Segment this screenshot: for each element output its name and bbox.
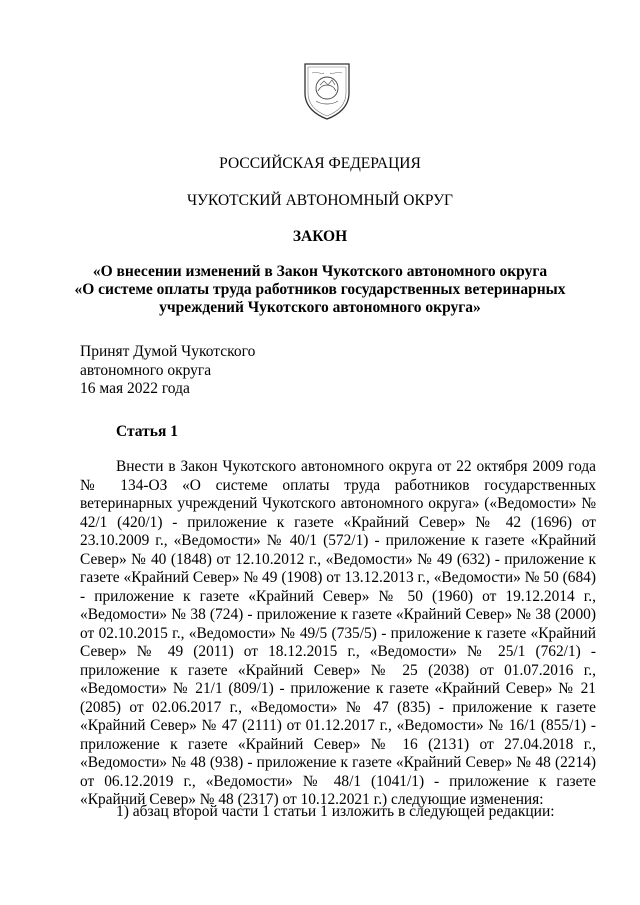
- adoption-block: [80, 343, 255, 399]
- law-title-line-1: «О внесении изменений в Закон Чукотского автономного округа: [92, 263, 548, 280]
- law-title-line-3: учреждений Чукотского автономного округа»: [159, 299, 481, 316]
- adoption-date: 16 мая 2022 года: [80, 380, 190, 397]
- law-title-line-2: «О системе оплаты труда работников государственных ветеринарных: [74, 281, 566, 298]
- article-heading: Статья 1: [116, 423, 178, 440]
- list-item: 1) абзац второй части 1 статьи 1 изложить в следующей редакции:: [116, 803, 555, 820]
- doc-type-heading: ЗАКОН: [292, 228, 348, 245]
- coat-of-arms-icon: [302, 61, 352, 121]
- adoption-line-1: Принят Думой Чукотского: [80, 343, 256, 360]
- region-heading: ЧУКОТСКИЙ АВТОНОМНЫЙ ОКРУГ: [186, 192, 454, 209]
- adoption-line-2: автономного округа: [80, 361, 212, 379]
- country-heading: РОССИЙСКАЯ ФЕДЕРАЦИЯ: [219, 155, 421, 172]
- article-paragraph: Внести в Закон Чукотского автономного округа от 22 октября 2009 года № 134-ОЗ «О системе оплаты труда работников государственных ветеринарных учреждений Чукотского автономного округа» («Ведомости» № 42/1 (420/1) - приложение к газете «Крайний Север» № 42 (1696) от 23.10.2009 г., «Ведомости» № 40/1 (572/1) - приложение к газете «Крайний Север» № 40 (1848) от 12.10.2012 г., «Ведомости» № 49 (632) - приложение к газете «Крайний Север» № 49 (1908) от 13.12.2013 г., «Ведомости» № 50 (684) - приложение к газете «Крайний Север» № 50 (1960) от 19.12.2014 г., «Ведомости» № 38 (724) - приложение к газете «Крайний Север» № 38 (2000) от 02.10.2015 г., «Ведомости» № 49/5 (735/5) - приложение к газете «Крайний Север» № 49 (2011) от 18.12.2015 г., «Ведомости» № 25/1 (762/1) - приложение к газете «Крайний Север» № 25 (2038) от 01.07.2016 г., «Ведомости» № 21/1 (809/1) - приложение к газете «Крайний Север» № 21 (2085) от 02.06.2017 г., «Ведомости» № 47 (835) - приложение к газете «Крайний Север» № 47 (2111) от 01.12.2017 г., «Ведомости» № 16/1 (855/1) - приложение к газете «Крайний Север» № 16 (2131) от 27.04.2018 г., «Ведомости» № 48 (938) - приложение к газете «Крайний Север» № 48 (2214) от 06.12.2019 г., «Ведомости» № 48/1 (1041/1) - приложение к газете «Крайний Север» № 48 (2317) от 10.12.2021 г.) следующие изменения:: [80, 458, 596, 808]
